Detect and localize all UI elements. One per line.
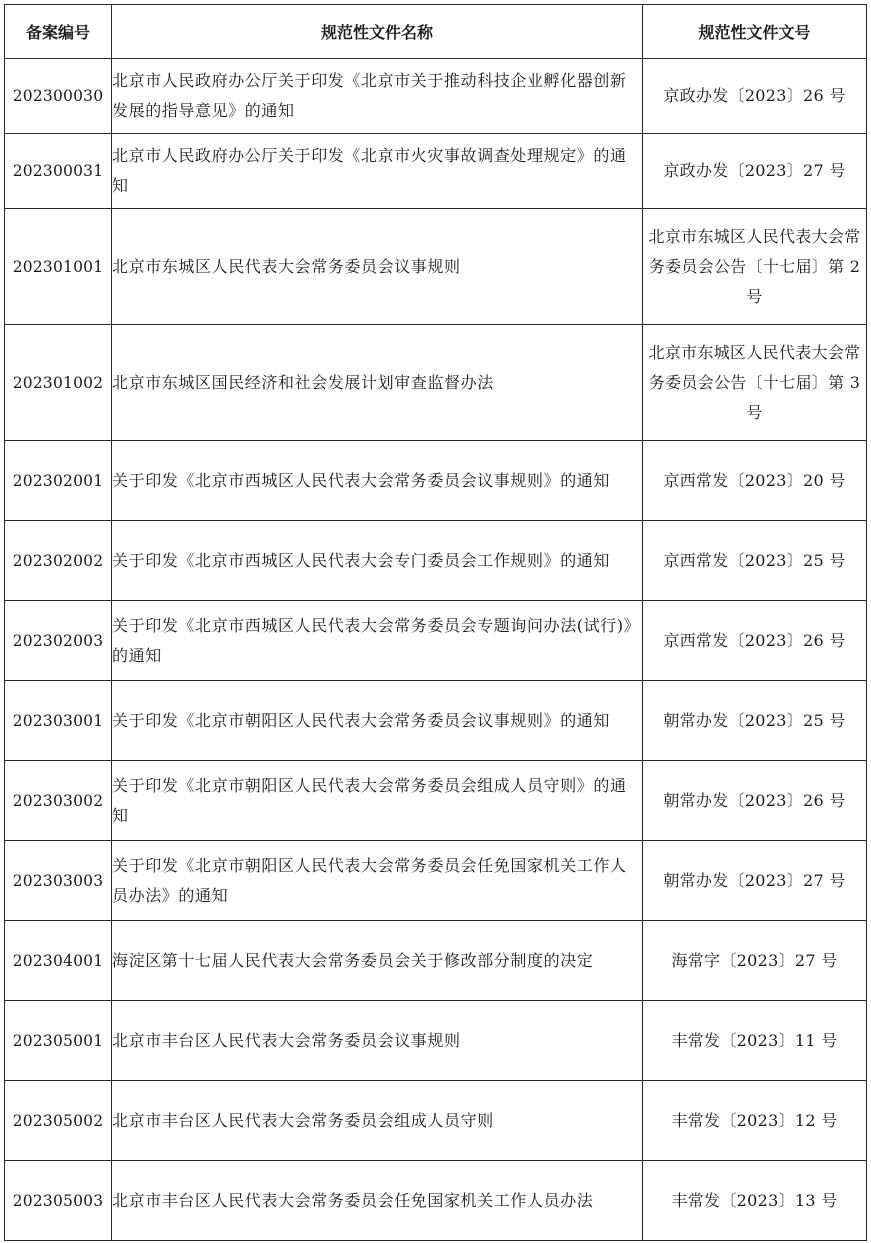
filing-number: 202301002 [5, 325, 112, 441]
document-title: 北京市丰台区人民代表大会常务委员会议事规则 [112, 1001, 643, 1081]
filing-number: 202303002 [5, 761, 112, 841]
document-title: 北京市东城区人民代表大会常务委员会议事规则 [112, 209, 643, 325]
filing-number: 202305001 [5, 1001, 112, 1081]
document-title: 关于印发《北京市西城区人民代表大会常务委员会议事规则》的通知 [112, 441, 643, 521]
header-document-number: 规范性文件文号 [643, 5, 867, 59]
table-row [5, 921, 867, 1001]
document-title: 关于印发《北京市朝阳区人民代表大会常务委员会议事规则》的通知 [112, 681, 643, 761]
document-title: 海淀区第十七届人民代表大会常务委员会关于修改部分制度的决定 [112, 921, 643, 1001]
table-row [5, 59, 867, 134]
table-row [5, 841, 867, 921]
filing-number: 202302003 [5, 601, 112, 681]
header-row [5, 5, 867, 59]
document-title: 北京市东城区国民经济和社会发展计划审查监督办法 [112, 325, 643, 441]
filing-number: 202302001 [5, 441, 112, 521]
document-number: 朝常办发〔2023〕26 号 [643, 761, 867, 841]
filing-number: 202303001 [5, 681, 112, 761]
document-number: 海常字〔2023〕27 号 [643, 921, 867, 1001]
filing-number: 202300031 [5, 134, 112, 209]
document-number: 丰常发〔2023〕12 号 [643, 1081, 867, 1161]
table-row [5, 209, 867, 325]
document-title: 北京市丰台区人民代表大会常务委员会组成人员守则 [112, 1081, 643, 1161]
document-title: 关于印发《北京市朝阳区人民代表大会常务委员会任免国家机关工作人员办法》的通知 [112, 841, 643, 921]
document-title: 关于印发《北京市西城区人民代表大会常务委员会专题询问办法(试行)》的通知 [112, 601, 643, 681]
document-number: 京西常发〔2023〕20 号 [643, 441, 867, 521]
document-title: 北京市人民政府办公厅关于印发《北京市火灾事故调查处理规定》的通知 [112, 134, 643, 209]
document-number: 京西常发〔2023〕26 号 [643, 601, 867, 681]
document-title: 关于印发《北京市西城区人民代表大会专门委员会工作规则》的通知 [112, 521, 643, 601]
filing-number: 202304001 [5, 921, 112, 1001]
table-row [5, 1001, 867, 1081]
document-number: 丰常发〔2023〕13 号 [643, 1161, 867, 1241]
filing-number: 202302002 [5, 521, 112, 601]
table-row [5, 325, 867, 441]
table-row [5, 1161, 867, 1241]
filing-number: 202300030 [5, 59, 112, 134]
table-row [5, 1081, 867, 1161]
document-number: 朝常办发〔2023〕27 号 [643, 841, 867, 921]
table-row [5, 134, 867, 209]
table-row [5, 761, 867, 841]
document-number: 北京市东城区人民代表大会常务委员会公告〔十七届〕第 2 号 [643, 209, 867, 325]
table-row [5, 441, 867, 521]
document-number: 朝常办发〔2023〕25 号 [643, 681, 867, 761]
document-title: 北京市人民政府办公厅关于印发《北京市关于推动科技企业孵化器创新发展的指导意见》的通知 [112, 59, 643, 134]
document-title: 关于印发《北京市朝阳区人民代表大会常务委员会组成人员守则》的通知 [112, 761, 643, 841]
table-row [5, 521, 867, 601]
document-number: 京政办发〔2023〕27 号 [643, 134, 867, 209]
filing-number: 202303003 [5, 841, 112, 921]
table-row [5, 681, 867, 761]
document-title: 北京市丰台区人民代表大会常务委员会任免国家机关工作人员办法 [112, 1161, 643, 1241]
filing-number: 202305003 [5, 1161, 112, 1241]
document-number: 丰常发〔2023〕11 号 [643, 1001, 867, 1081]
registry-table [4, 4, 867, 1241]
document-number: 京西常发〔2023〕25 号 [643, 521, 867, 601]
filing-number: 202301001 [5, 209, 112, 325]
document-number: 京政办发〔2023〕26 号 [643, 59, 867, 134]
document-number: 北京市东城区人民代表大会常务委员会公告〔十七届〕第 3 号 [643, 325, 867, 441]
filing-number: 202305002 [5, 1081, 112, 1161]
header-filing-number: 备案编号 [5, 5, 112, 59]
header-document-title: 规范性文件名称 [112, 5, 643, 59]
table-row [5, 601, 867, 681]
